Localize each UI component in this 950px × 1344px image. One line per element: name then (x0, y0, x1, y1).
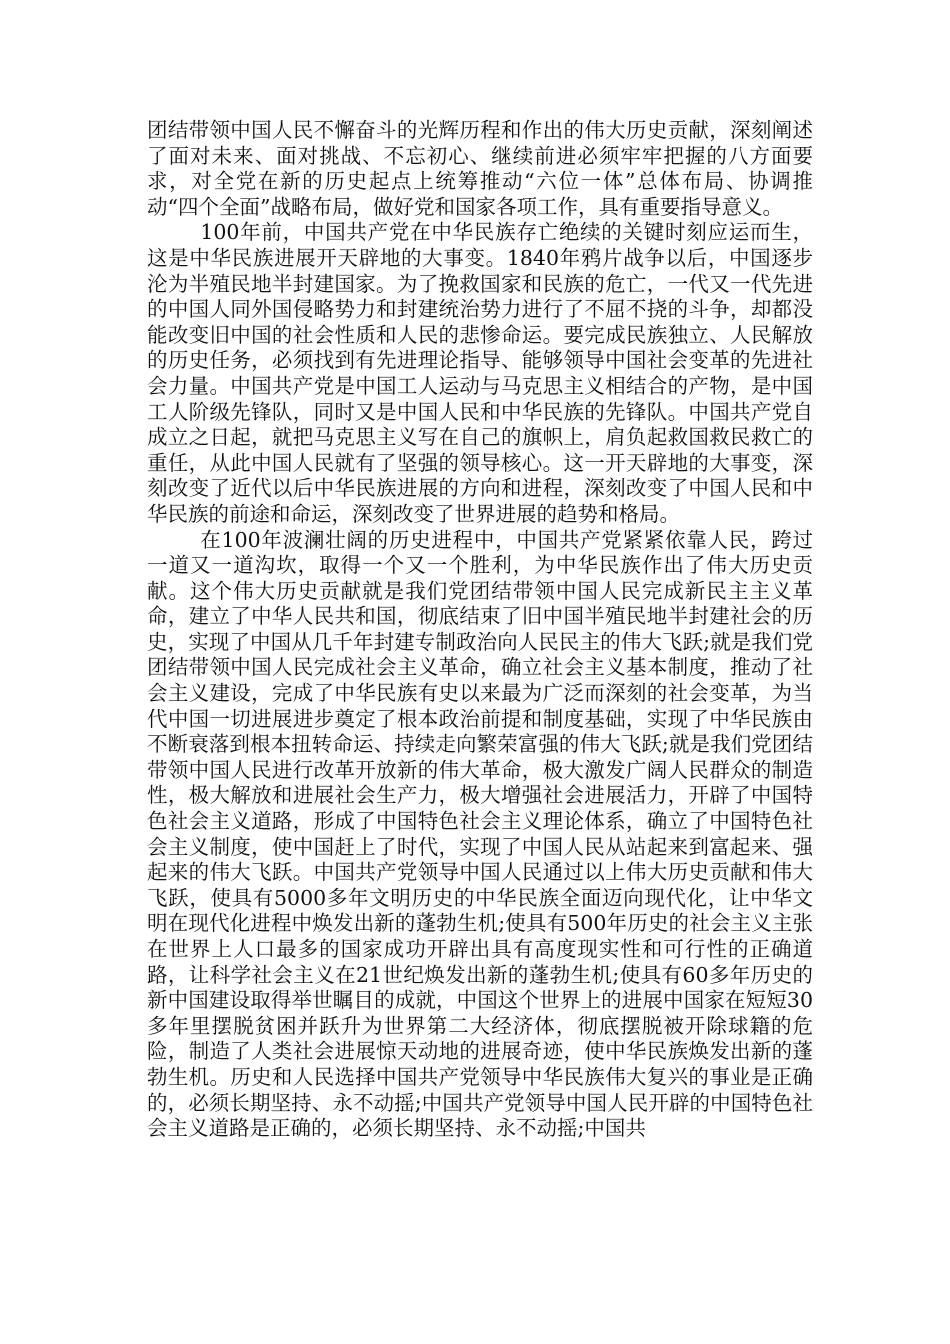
paragraph-founding: 100年前，中国共产党在中华民族存亡绝续的关键时刻应运而生，这是中华民族进展开天辟地的大事变。1840年鸦片战争以后，中国逐步沦为半殖民地半封建国家。为了挽救国家和民族的危亡，一代又一代先进的中国人同外国侵略势力和封建统治势力进行了不屈不挠的斗争，却都没能改变旧中国的社会性质和人民的悲惨命运。要完成民族独立、人民解放的历史任务，必须找到有先进理论指导、能够领导中国社会变革的先进社会力量。中国共产党是中国工人运动与马克思主义相结合的产物，是中国工人阶级先锋队，同时又是中国人民和中华民族的先锋队。中国共产党自成立之日起，就把马克思主义写在自己的旗帜上，肩负起救国救民救亡的重任，从此中国人民就有了坚强的领导核心。这一开天辟地的大事变，深刻改变了近代以后中华民族进展的方向和进程，深刻改变了中国人民和中华民族的前途和命运，深刻改变了世界进展的趋势和格局。 (147, 220, 813, 526)
document-body (147, 118, 813, 1142)
paragraph-historic-contribution: 在100年波澜壮阔的历史进程中，中国共产党紧紧依靠人民，跨过一道又一道沟坎，取得一个又一个胜利，为中华民族作出了伟大历史贡献。这个伟大历史贡献就是我们党团结带领中国人民完成新民主主义革命，建立了中华人民共和国，彻底结束了旧中国半殖民地半封建社会的历史，实现了中国从几千年封建专制政治向人民民主的伟大飞跃;就是我们党团结带领中国人民完成社会主义革命，确立社会主义基本制度，推动了社会主义建设，完成了中华民族有史以来最为广泛而深刻的社会变革，为当代中国一切进展进步奠定了根本政治前提和制度基础，实现了中华民族由不断衰落到根本扭转命运、持续走向繁荣富强的伟大飞跃;就是我们党团结带领中国人民进行改革开放新的伟大革命，极大激发广阔人民群众的制造性，极大解放和进展社会生产力，极大增强社会进展活力，开辟了中国特色社会主义道路，形成了中国特色社会主义理论体系，确立了中国特色社会主义制度，使中国赶上了时代，实现了中国人民从站起来到富起来、强起来的伟大飞跃。中国共产党领导中国人民通过以上伟大历史贡献和伟大飞跃，使具有5000多年文明历史的中华民族全面迈向现代化，让中华文明在现代化进程中焕发出新的蓬勃生机;使具有500年历史的社会主义主张在世界上人口最多的国家成功开辟出具有高度现实性和可行性的正确道路，让科学社会主义在21世纪焕发出新的蓬勃生机;使具有60多年历史的新中国建设取得举世瞩目的成就，中国这个世界上的进展中国家在短短30多年里摆脱贫困并跃升为世界第二大经济体，彻底摆脱被开除球籍的危险，制造了人类社会进展惊天动地的进展奇迹，使中华民族焕发出新的蓬勃生机。历史和人民选择中国共产党领导中华民族伟大复兴的事业是正确的，必须长期坚持、永不动摇;中国共产党领导中国人民开辟的中国特色社会主义道路是正确的，必须长期坚持、永不动摇;中国共 (147, 527, 813, 1141)
paragraph-continuation: 团结带领中国人民不懈奋斗的光辉历程和作出的伟大历史贡献，深刻阐述了面对未来、面对挑战、不忘初心、继续前进必须牢牢把握的八方面要求，对全党在新的历史起点上统筹推动“六位一体”总体布局、协调推动“四个全面”战略布局，做好党和国家各项工作，具有重要指导意义。 (147, 118, 813, 219)
